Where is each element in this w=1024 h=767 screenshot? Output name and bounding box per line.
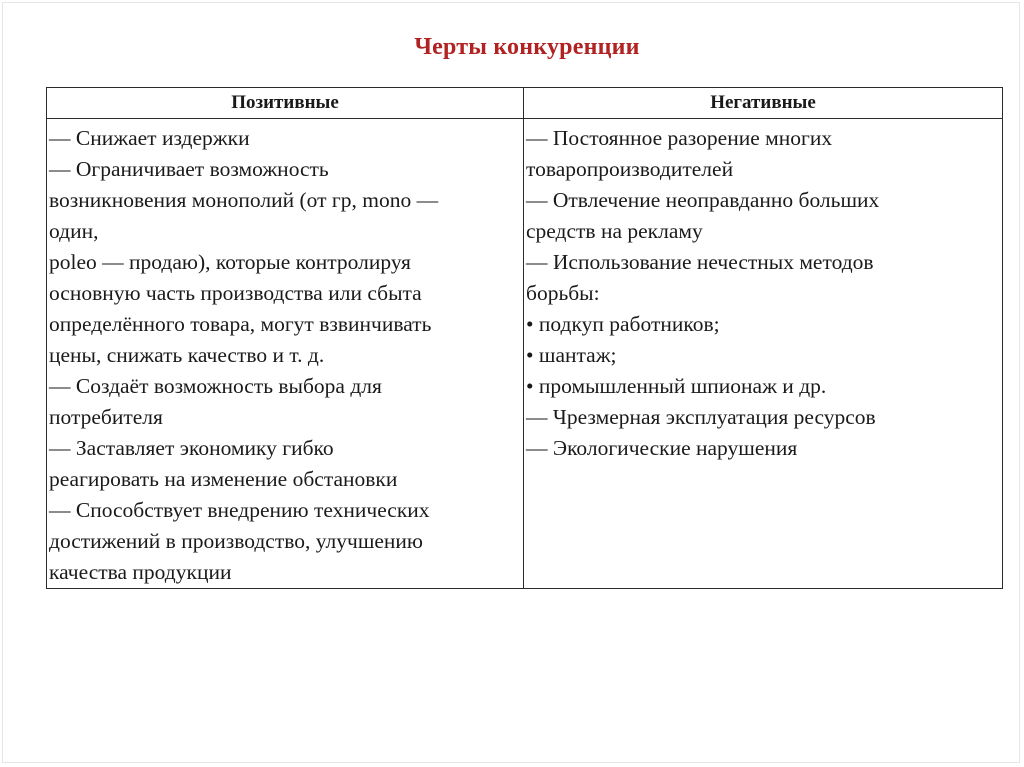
positive-line: один, [49,219,99,243]
negative-line: • подкуп работников; [526,312,720,336]
negative-line: — Экологические нарушения [526,436,798,460]
positive-line: — Заставляет экономику гибко [49,436,334,460]
positive-line: возникновения монополий (от гр, mono — [49,188,439,212]
negative-line: — Постоянное разорение многих [526,126,833,150]
positive-line: цены, снижать качество и т. д. [49,343,325,367]
negative-line: борьбы: [526,281,600,305]
positive-line: — Ограничивает возможность [49,157,329,181]
positive-line: реагировать на изменение обстановки [49,467,398,491]
negative-line: • промышленный шпионаж и др. [526,374,827,398]
positive-line: — Снижает издержки [49,126,250,150]
positive-line: — Способствует внедрению технических [49,498,430,522]
negative-line: товаропроизводителей [526,157,734,181]
competition-table [46,87,1003,589]
negative-line: • шантаж; [526,343,617,367]
table-row [47,119,1003,589]
positive-cell [47,119,524,589]
positive-line: качества продукции [49,560,232,584]
positive-line: определённого товара, могут взвинчивать [49,312,432,336]
header-positive: Позитивные [47,88,524,119]
positive-line: poleo — продаю), которые контролируя [49,250,411,274]
page-title: Черты конкуренции [414,34,640,60]
positive-line: — Создаёт возможность выбора для [49,374,382,398]
negative-line: средств на рекламу [526,219,703,243]
negative-line: — Использование нечестных методов [526,250,874,274]
positive-line: достижений в производство, улучшению [49,529,423,553]
positive-line: основную часть производства или сбыта [49,281,422,305]
negative-line: — Отвлечение неоправданно больших [526,188,880,212]
negative-line: — Чрезмерная эксплуатация ресурсов [526,405,876,429]
positive-line: потребителя [49,405,163,429]
header-negative: Негативные [524,88,1003,119]
negative-cell [524,119,1003,589]
table-header-row [47,88,1003,119]
